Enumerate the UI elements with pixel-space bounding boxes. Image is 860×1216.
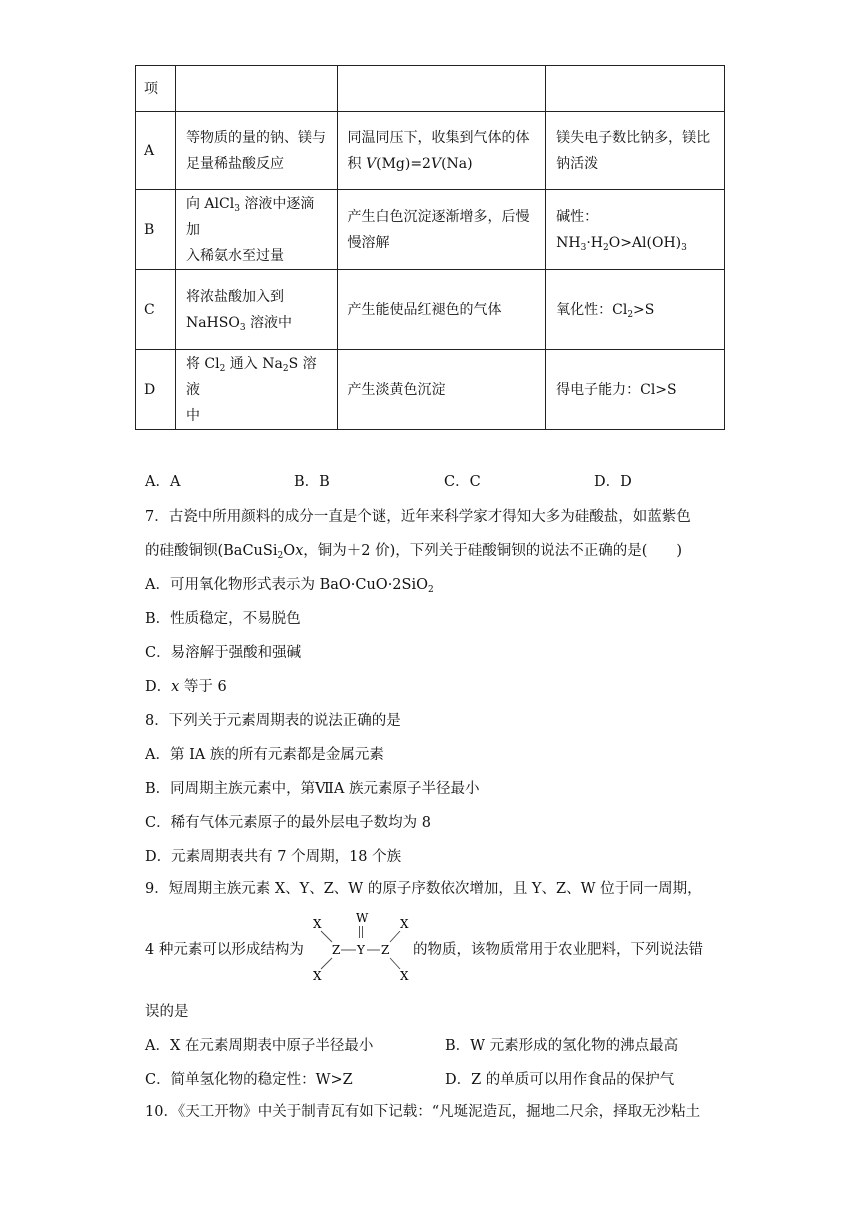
q8-option-b: B．同周期主族元素中，第ⅦA 族元素原子半径最小: [145, 781, 480, 797]
q6-option-b: B．B: [294, 474, 330, 490]
row-label: C: [136, 270, 176, 350]
q7-option-a: A．可用氧化物形式表示为 BaO·CuO·2SiO$_2$: [145, 577, 434, 595]
q8-option-d: D．元素周期表共有 7 个周期，18 个族: [145, 849, 402, 865]
q8-option-c: C．稀有气体元素原子的最外层电子数均为 8: [145, 815, 431, 831]
q9-stem-line2-pre: 4 种元素可以形成结构为: [145, 942, 304, 958]
phenomenon-cell: [337, 66, 546, 112]
q8-option-a: A．第 IA 族的所有元素都是金属元素: [145, 747, 384, 763]
row-label: D: [136, 350, 176, 430]
conclusion-cell: 镁失电子数比钠多，镁比 钠活泼: [546, 112, 725, 190]
operation-cell: [175, 66, 337, 112]
q7-stem-line1: 7．古瓷中所用颜料的成分一直是个谜，近年来科学家才得知大多为硅酸盐，如蓝紫色: [145, 509, 691, 525]
structure-atom-z-right: Z: [381, 943, 390, 957]
table-row: [136, 112, 725, 190]
row-label: B: [136, 190, 176, 270]
q9-stem-line3: 误的是: [145, 1004, 189, 1020]
conclusion-cell: 得电子能力：Cl>S: [546, 350, 725, 430]
q7-option-c: C．易溶解于强酸和强碱: [145, 645, 302, 661]
operation-cell: 将浓盐酸加入到 NaHSO$_3$ 溶液中: [175, 270, 337, 350]
structure-atom-w: W: [356, 911, 369, 925]
q7-option-d: D．x 等于 6: [145, 679, 227, 695]
q7-stem-line2: 的硅酸铜钡(BaCuSi$_2$Ox，铜为＋2 价)，下列关于硅酸铜钡的说法不正确的是( ): [145, 543, 683, 561]
structure-atom-x-bottom-right: X: [400, 969, 409, 982]
structure-atom-z-left: Z: [332, 943, 341, 957]
q9-option-a: A．X 在元素周期表中原子半径最小: [145, 1038, 374, 1054]
q6-option-d: D．D: [594, 474, 632, 490]
q7-option-b: B．性质稳定，不易脱色: [145, 611, 301, 627]
conclusion-cell: [546, 66, 725, 112]
operation-cell: 向 AlCl$_3$ 溶液中逐滴加 入稀氨水至过量: [175, 190, 337, 270]
structure-atom-x-bottom-left: X: [313, 969, 322, 982]
conclusion-cell: 氧化性：$Cl_2>S$: [546, 270, 725, 350]
table-row: [136, 270, 725, 350]
structure-atom-x-top-right: X: [400, 917, 409, 931]
q9-option-d: D．Z 的单质可以用作食品的保护气: [445, 1072, 675, 1088]
q9-option-c: C．简单氢化物的稳定性：W>Z: [145, 1072, 353, 1088]
table-row: [136, 190, 725, 270]
structure-atom-y: Y: [357, 943, 365, 957]
q9-stem-line2-post: 的物质，该物质常用于农业肥料，下列说法错: [413, 942, 703, 958]
molecular-structure-diagram: [305, 908, 415, 982]
q6-option-a: A．A: [145, 474, 181, 490]
phenomenon-cell: 产生白色沉淀逐渐增多，后慢 慢溶解: [337, 190, 546, 270]
table-row: [136, 350, 725, 430]
q9-option-b: B．W 元素形成的氢化物的沸点最高: [445, 1038, 679, 1054]
phenomenon-cell: 同温同压下，收集到气体的体 积 V(Mg)=2V(Na): [337, 112, 546, 190]
table-row: [136, 66, 725, 112]
experiment-table: [135, 65, 725, 430]
structure-atom-x-top-left: X: [313, 917, 322, 931]
phenomenon-cell: 产生能使品红褪色的气体: [337, 270, 546, 350]
q8-stem: 8．下列关于元素周期表的说法正确的是: [145, 713, 401, 729]
q10-stem-line1: 10．《天工开物》中关于制青瓦有如下记载：“凡埏泥造瓦，掘地二尺余，择取无沙粘土: [145, 1104, 701, 1120]
operation-cell: 将 $Cl_2$ 通入 $Na_2S$ 溶液 中: [175, 350, 337, 430]
phenomenon-cell: 产生淡黄色沉淀: [337, 350, 546, 430]
q9-stem-line1: 9．短周期主族元素 X、Y、Z、W 的原子序数依次增加，且 Y、Z、W 位于同一周期，: [145, 881, 702, 897]
operation-cell: 等物质的量的钠、镁与 足量稀盐酸反应: [175, 112, 337, 190]
row-label: 项: [136, 66, 176, 112]
row-label: A: [136, 112, 176, 190]
conclusion-cell: 碱性：$NH_3\cdot H_2O>Al(OH)_3$: [546, 190, 725, 270]
q6-option-c: C．C: [444, 474, 481, 490]
